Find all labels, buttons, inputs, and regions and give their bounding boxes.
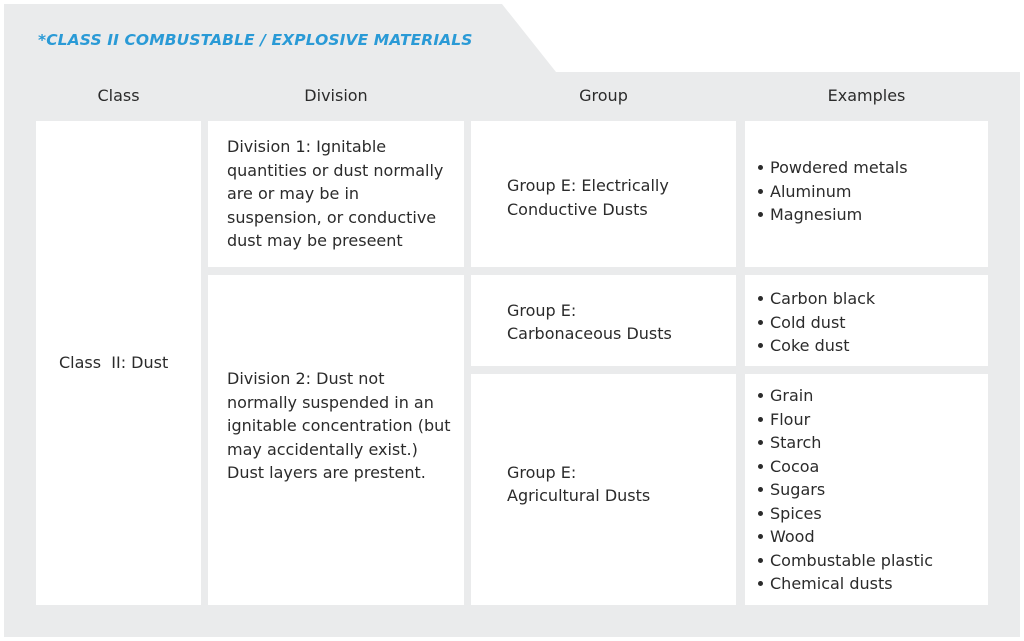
group-3-line-1: Group E: — [507, 463, 577, 482]
group-carbonaceous-cell — [471, 275, 736, 366]
list-item: Wood — [757, 525, 933, 549]
examples-cell-carbonaceous — [745, 275, 988, 366]
group-3-line-2: Agricultural Dusts — [507, 486, 651, 505]
group-electrically-conductive-cell — [471, 121, 736, 267]
list-item: Combustable plastic — [757, 549, 933, 573]
division-1-text: Division 1: Ignitable quantities or dust normally are or may be in suspension, or conductive dust may be preseent — [227, 137, 444, 250]
list-item: Aluminum — [757, 180, 908, 204]
column-header-division: Division — [304, 86, 368, 105]
list-item: Cocoa — [757, 455, 933, 479]
list-item: Flour — [757, 408, 933, 432]
list-item: Cold dust — [757, 311, 875, 335]
class-cell-text: Class II: Dust — [59, 353, 169, 372]
list-item: Carbon black — [757, 287, 875, 311]
group-2-line-1: Group E: — [507, 301, 577, 320]
list-item: Chemical dusts — [757, 572, 933, 596]
table-title: *CLASS II COMBUSTABLE / EXPLOSIVE MATERIALS — [38, 31, 473, 49]
list-item: Spices — [757, 502, 933, 526]
group-agricultural-cell — [471, 374, 736, 605]
list-item: Sugars — [757, 478, 933, 502]
division-2-text: Division 2: Dust not normally suspended in an ignitable concentration (but may accidentally exist.) Dust layers are prestent. — [227, 369, 451, 482]
list-item: Grain — [757, 384, 933, 408]
examples-list-3 — [757, 384, 933, 596]
examples-list-1 — [757, 156, 908, 227]
group-2-line-2: Carbonaceous Dusts — [507, 324, 672, 343]
list-item: Starch — [757, 431, 933, 455]
examples-cell-metals — [745, 121, 988, 267]
list-item: Coke dust — [757, 334, 875, 358]
column-header-group: Group — [579, 86, 628, 105]
examples-cell-agricultural — [745, 374, 988, 605]
list-item: Magnesium — [757, 203, 908, 227]
division-2-cell — [208, 275, 464, 605]
column-header-examples: Examples — [827, 86, 906, 105]
division-1-cell — [208, 121, 464, 267]
group-1-line-1: Group E: Electrically — [507, 176, 669, 195]
list-item: Powdered metals — [757, 156, 908, 180]
column-header-class: Class — [97, 86, 140, 105]
examples-list-2 — [757, 287, 875, 358]
group-1-line-2: Conductive Dusts — [507, 200, 648, 219]
class-cell — [36, 121, 201, 605]
